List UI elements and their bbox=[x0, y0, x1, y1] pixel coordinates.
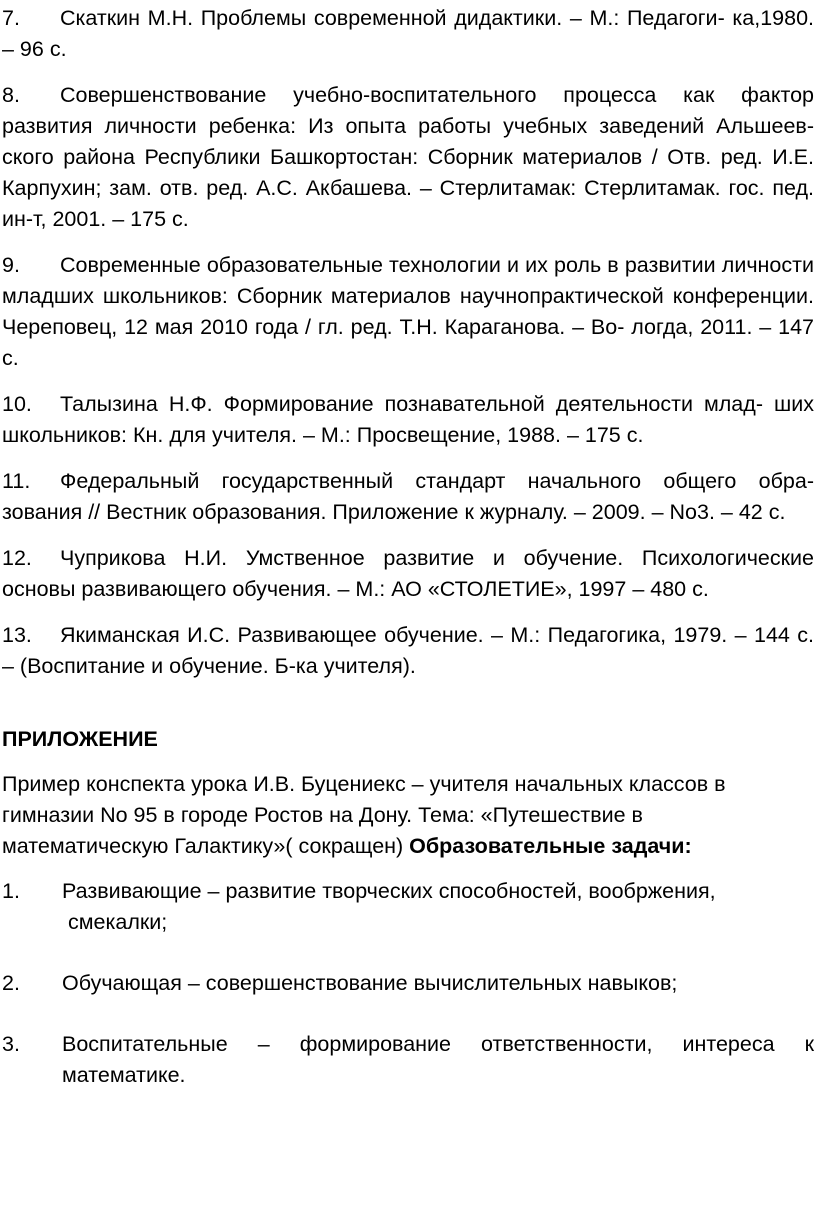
task-text: Обучающая – совершенствование вычислительных навыков; bbox=[62, 971, 678, 995]
appendix-intro-text: Пример конспекта урока И.В. Буцениекс – учителя начальных классов в гимназии No 95 в городе Ростов на Дону. Тема: «Путешествие в математическую Галактику»( сокращен) bbox=[2, 772, 726, 858]
reference-item bbox=[2, 389, 814, 451]
reference-text: Скаткин М.Н. Проблемы современной дидактики. – М.: Педагоги- ка,1980. – 96 с. bbox=[2, 6, 814, 61]
reference-number: 13. bbox=[2, 623, 32, 647]
educational-tasks-label: Образовательные задачи: bbox=[409, 834, 692, 858]
task-number: 2. bbox=[2, 971, 20, 995]
task-number: 1. bbox=[2, 879, 20, 903]
reference-item bbox=[2, 3, 814, 65]
reference-number: 8. bbox=[2, 83, 20, 107]
task-text: Воспитательные – формирование ответственности, интереса к математике. bbox=[62, 1032, 814, 1087]
task-item bbox=[2, 1029, 814, 1091]
reference-item bbox=[2, 250, 814, 374]
task-item bbox=[2, 968, 814, 999]
task-text-line: смекалки; bbox=[68, 910, 168, 934]
reference-item bbox=[2, 80, 814, 235]
reference-number: 9. bbox=[2, 253, 20, 277]
reference-text: Якиманская И.С. Развивающее обучение. – М.: Педагогика, 1979. – 144 с. – (Воспитание и обучение. Б-ка учителя). bbox=[2, 623, 814, 678]
document-page bbox=[2, 0, 814, 1091]
reference-text: Современные образовательные технологии и их роль в развитии личности младших школьников: Сборник материалов научнопрактической конференции. Череповец, 12 мая 2010 года / гл. ред. Т.Н. Караганова. – Во- логда, 2011. – 147 с. bbox=[2, 253, 814, 370]
reference-text: Чуприкова Н.И. Умственное развитие и обучение. Психологические основы развивающего обучения. – М.: АО «СТОЛЕТИЕ», 1997 – 480 с. bbox=[2, 546, 814, 601]
reference-item bbox=[2, 466, 814, 528]
task-text-line: Развивающие – развитие творческих способностей, вообржения, bbox=[62, 879, 716, 903]
reference-text: Совершенствование учебно-воспитательного процесса как фактор развития личности ребенка: Из опыта работы учебных заведений Альшеев- ского района Республики Башкортостан: Сборник материалов / Отв. ред. И.Е. Карпухин; зам. отв. ред. А.С. Акбашева. – Стерлитамак: Стерлитамак. гос. пед. ин-т, 2001. – 175 с. bbox=[2, 83, 814, 231]
reference-item bbox=[2, 620, 814, 682]
task-text bbox=[62, 876, 814, 938]
reference-number: 7. bbox=[2, 6, 20, 30]
reference-text: Федеральный государственный стандарт начального общего обра- зования // Вестник образования. Приложение к журналу. – 2009. – No3. – 42 с. bbox=[2, 469, 814, 524]
appendix-heading: ПРИЛОЖЕНИЕ bbox=[2, 727, 158, 751]
task-number: 3. bbox=[2, 1032, 20, 1056]
reference-number: 10. bbox=[2, 392, 32, 416]
reference-text: Талызина Н.Ф. Формирование познавательной деятельности млад- ших школьников: Кн. для учителя. – М.: Просвещение, 1988. – 175 с. bbox=[2, 392, 814, 447]
appendix-intro bbox=[2, 769, 814, 862]
reference-number: 11. bbox=[2, 469, 31, 493]
reference-number: 12. bbox=[2, 546, 32, 570]
task-item bbox=[2, 876, 814, 938]
reference-item bbox=[2, 543, 814, 605]
